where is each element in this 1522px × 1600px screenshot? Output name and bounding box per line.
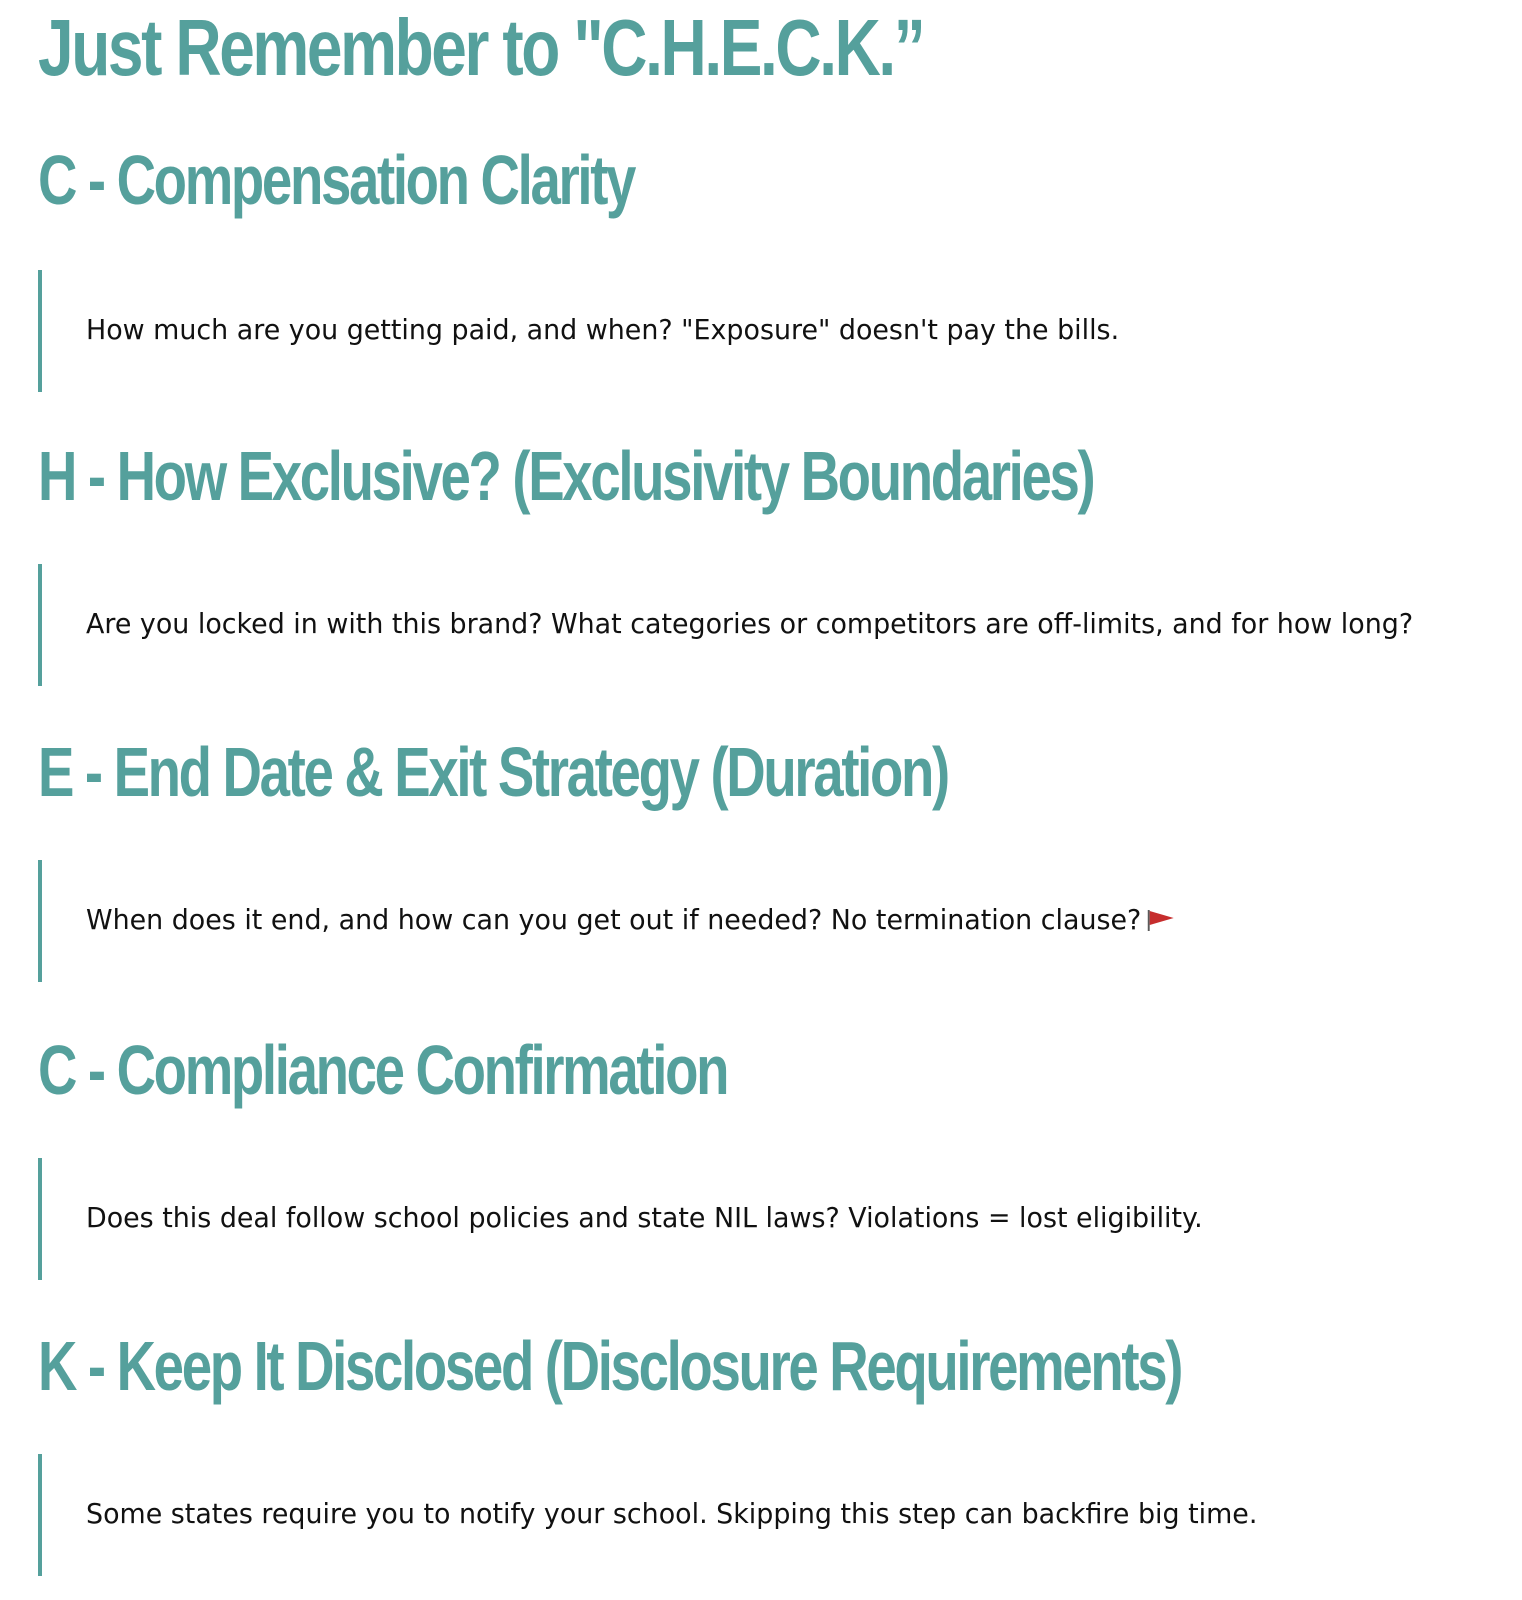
blockquote-disclosure [38, 1454, 1508, 1576]
section-heading-disclosure: K - Keep It Disclosed (Disclosure Requirements) [38, 1327, 1182, 1405]
section-heading-compliance: C - Compliance Confirmation [38, 1031, 728, 1109]
blockquote-compliance [38, 1158, 1508, 1280]
section-heading-exclusivity: H - How Exclusive? (Exclusivity Boundaries) [38, 437, 1094, 515]
section-heading-compensation: C - Compensation Clarity [38, 141, 635, 219]
red-flag-icon [1147, 904, 1176, 926]
section-text-duration: When does it end, and how can you get out if needed? No termination clause? [86, 903, 1142, 936]
page-title: Just Remember to "C.H.E.C.K.” [38, 3, 924, 92]
section-text-duration-wrapper [86, 902, 1176, 938]
section-text-compensation: How much are you getting paid, and when? "Exposure" doesn't pay the bills. [86, 313, 1120, 346]
blockquote-duration [38, 860, 1508, 982]
section-text-exclusivity: Are you locked in with this brand? What categories or competitors are off-limits, and for how long? [86, 607, 1414, 640]
section-text-compliance: Does this deal follow school policies and state NIL laws? Violations = lost eligibility. [86, 1201, 1203, 1234]
blockquote-compensation [38, 270, 1508, 392]
section-text-disclosure: Some states require you to notify your school. Skipping this step can backfire big time. [86, 1497, 1258, 1530]
section-heading-duration: E - End Date & Exit Strategy (Duration) [38, 733, 948, 811]
blockquote-exclusivity [38, 564, 1508, 686]
